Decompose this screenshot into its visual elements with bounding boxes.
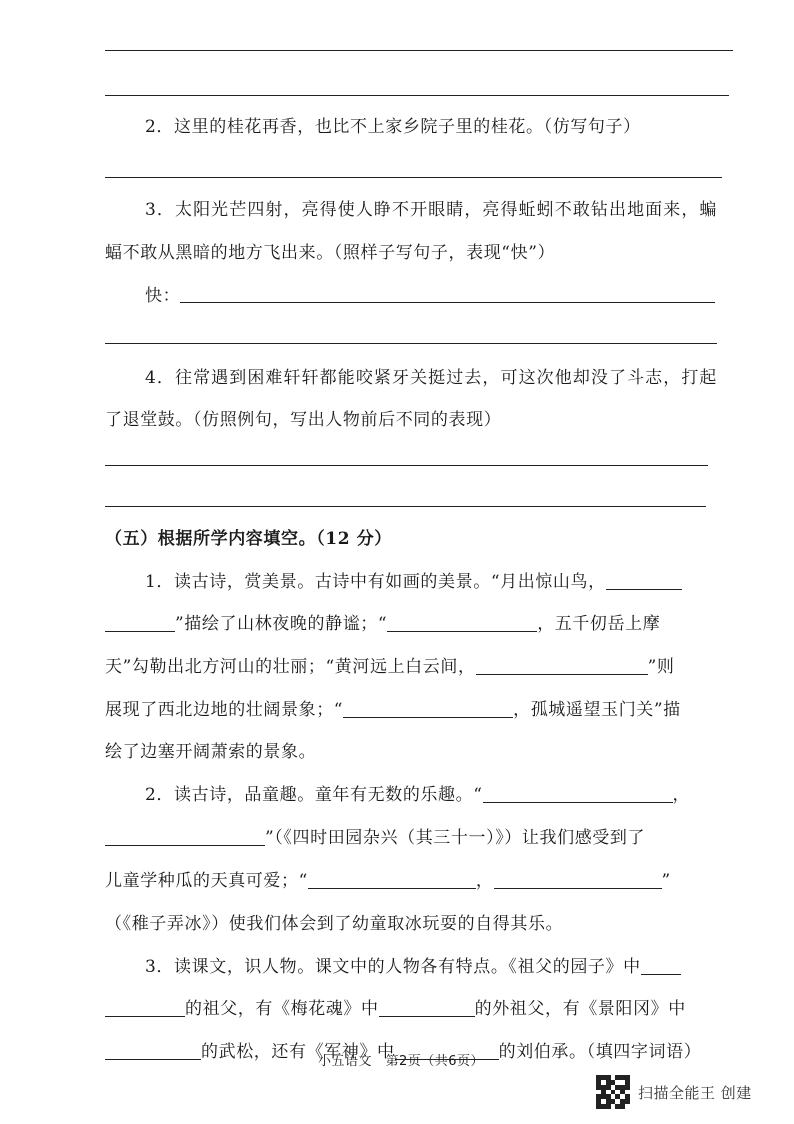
qr-code-icon: [596, 1075, 630, 1109]
fill-blank[interactable]: [476, 656, 648, 675]
fill-blank[interactable]: [105, 1041, 201, 1060]
page-footer: 小五语文 第2页（共6页）: [318, 1054, 485, 1069]
fill-blank[interactable]: [105, 827, 265, 846]
question-4-line-2: 了退堂鼓。（仿照例句，写出人物前后不同的表现）: [105, 410, 502, 430]
s5-q1-line-4: [105, 698, 681, 722]
s5-q3-line-1: [145, 955, 681, 979]
answer-line-kuai[interactable]: [180, 302, 715, 303]
s5-q1-text: ”描绘了山林夜晚的静谧；“: [175, 614, 388, 634]
question-3-line-1: 3．太阳光芒四射，亮得使人睁不开眼睛，亮得蚯蚓不敢钻出地面来，蝙: [145, 200, 717, 220]
s5-q2-line-1: [145, 783, 690, 807]
s5-q2-line-4: （《稚子弄冰》）使我们体会到了幼童取冰玩耍的自得其乐。: [105, 914, 564, 934]
s5-q1-line-2: [105, 612, 660, 636]
answer-line[interactable]: [105, 465, 708, 466]
fill-blank[interactable]: [641, 956, 681, 975]
answer-line[interactable]: [105, 506, 706, 507]
question-4-line-1: 4．往常遇到困难轩轩都能咬紧牙关挺过去，可这次他却没了斗志，打起: [145, 368, 717, 388]
answer-line[interactable]: [105, 50, 733, 51]
s5-q1-text: ，五千仞岳上摩: [537, 614, 661, 634]
fill-blank[interactable]: [105, 998, 185, 1017]
question-3-line-2: 蝠不敢从黑暗的地方飞出来。（照样子写句子，表现“快”）: [105, 243, 556, 263]
s5-q1-line-5: 绘了边塞开阔萧索的景象。: [105, 742, 317, 762]
s5-q2-text: 儿童学种瓜的天真可爱；“: [105, 871, 308, 891]
scanner-watermark: [596, 1075, 752, 1109]
s5-q1-text: ”则: [647, 657, 675, 677]
answer-line[interactable]: [105, 343, 717, 344]
s5-q2-text: ，: [672, 785, 691, 805]
s5-q2-text: 2．读古诗，品童趣。童年有无数的乐趣。“: [145, 785, 483, 805]
s5-q1-text: 天”勾勒出北方河山的壮丽；“黄河远上白云间，: [105, 657, 476, 677]
s5-q3-text: 的祖父，有《梅花魂》中: [185, 999, 379, 1019]
question-2-text: 2．这里的桂花再香，也比不上家乡院子里的桂花。（仿写句子）: [145, 117, 641, 137]
answer-line[interactable]: [105, 177, 722, 178]
fill-blank[interactable]: [483, 784, 673, 803]
fill-blank[interactable]: [606, 571, 682, 590]
s5-q1-line-3: [105, 655, 675, 679]
s5-q2-text: ，: [475, 871, 494, 891]
s5-q2-text: ”（《四时田园杂兴（其三十一）》）让我们感受到了: [265, 828, 646, 848]
answer-label-kuai: 快：: [145, 286, 181, 306]
s5-q3-text: 3．读课文，识人物。课文中的人物各有特点。《祖父的园子》中: [145, 957, 641, 977]
s5-q1-text: 1．读古诗，赏美景。古诗中有如画的美景。“月出惊山鸟，: [145, 572, 606, 592]
s5-q2-line-2: [105, 826, 645, 850]
s5-q3-line-2: [105, 997, 686, 1021]
section-5-heading: （五）根据所学内容填空。（12 分）: [105, 529, 392, 549]
s5-q1-line-1: [145, 570, 682, 594]
s5-q3-text: 的武松，还有《军神》中: [201, 1042, 395, 1062]
s5-q1-text: 展现了西北边地的壮阔景象；“: [105, 700, 344, 720]
fill-blank[interactable]: [105, 613, 175, 632]
fill-blank[interactable]: [343, 699, 513, 718]
s5-q3-text: 的外祖父，有《景阳冈》中: [474, 999, 686, 1019]
s5-q1-text: ，孤城遥望玉门关”描: [513, 700, 681, 720]
fill-blank[interactable]: [379, 998, 475, 1017]
fill-blank[interactable]: [494, 870, 662, 889]
fill-blank[interactable]: [308, 870, 476, 889]
s5-q2-line-3: [105, 869, 671, 893]
answer-line[interactable]: [105, 95, 729, 96]
s5-q2-text: ”: [661, 871, 671, 891]
fill-blank[interactable]: [387, 613, 537, 632]
s5-q3-text: 的刘伯承。（填四字词语）: [498, 1042, 702, 1062]
watermark-text: 扫描全能王 创建: [638, 1083, 752, 1102]
